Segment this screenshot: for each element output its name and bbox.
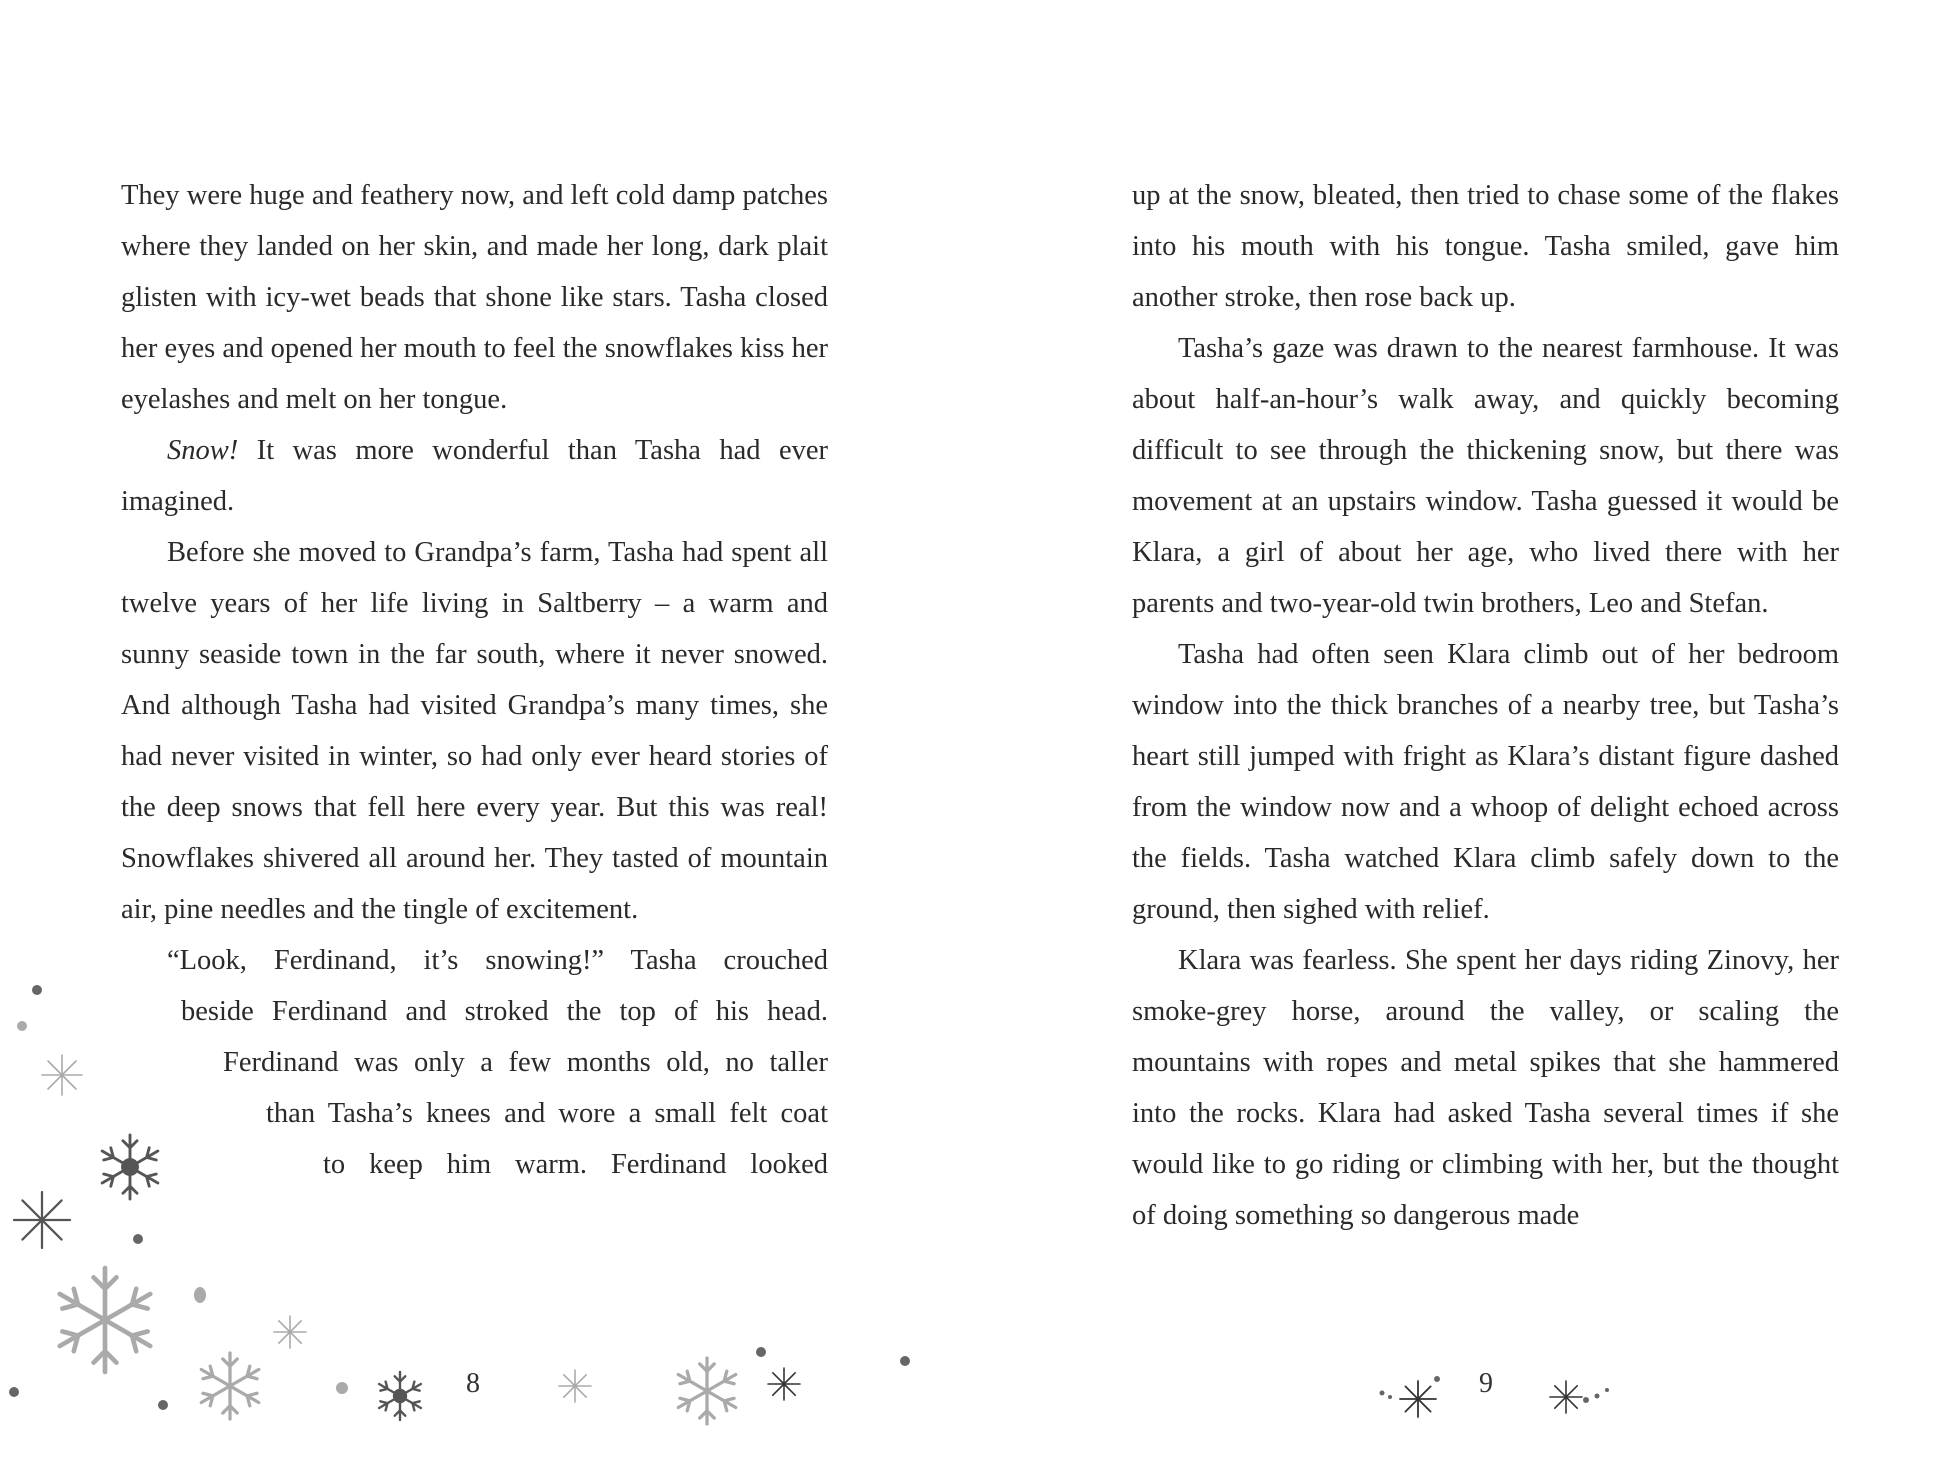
page-number: 8 [466,1368,480,1399]
emphasis-snow: Snow! [167,435,239,466]
paragraph: up at the snow, bleated, then tried to chase some of the flakes into his mouth with his tongue. Tasha smiled, gave him another stroke, then rose back up. [1132,180,1839,313]
left-page-text [121,170,828,1190]
paragraph-wrapped [121,935,828,1190]
wrapped-line: than Tasha’s knees and wore a small felt coat [266,1098,828,1129]
paragraph-snow [121,425,828,527]
paragraph: Before she moved to Grandpa’s farm, Tasha had spent all twelve years of her life living in Saltberry – a warm and sunny seaside town in the far south, where it never snowed. And although Tasha had visited Grandpa’s many times, she had never visited in winter, so had only ever heard stories of the deep snows that fell here every year. But this was real! Snowflakes shivered all around her. They tasted of mountain air, pine needles and the tingle of excitement. [121,537,828,925]
wrapped-line: to keep him warm. Ferdinand looked [323,1149,828,1180]
paragraph: Tasha’s gaze was drawn to the nearest farmhouse. It was about half-an-hour’s walk away, and quickly becoming difficult to see through the thickening snow, but there was movement at an upstairs window. Tasha guessed it would be Klara, a girl of about her age, who lived there with her parents and two-year-old twin brothers, Leo and Stefan. [1132,333,1839,619]
wrapped-line: Ferdinand was only a few months old, no taller [223,1047,828,1078]
right-page [973,0,1946,1482]
page-number: 9 [1479,1368,1493,1399]
paragraph: Klara was fearless. She spent her days riding Zinovy, her smoke-grey horse, around the valley, or scaling the mountains with ropes and metal spikes that she hammered into the rocks. Klara had asked Tasha several times if she would like to go riding or climbing with her, but the thought of doing something so dangerous made [1132,945,1839,1231]
paragraph-snow-text: It was more wonderful than Tasha had ever imagined. [121,435,829,517]
right-page-text [1132,170,1839,1241]
paragraph: They were huge and feathery now, and left cold damp patches where they landed on her skin, and made her long, dark plait glisten with icy-wet beads that shone like stars. Tasha closed her eyes and opened her mouth to feel the snowflakes kiss her eyelashes and melt on her tongue. [121,180,828,415]
paragraph: Tasha had often seen Klara climb out of her bedroom window into the thick branches of a nearby tree, but Tasha’s heart still jumped with fright as Klara’s distant figure dashed from the window now and a whoop of delight echoed across the fields. Tasha watched Klara climb safely down to the ground, then sighed with relief. [1132,639,1839,925]
wrapped-line: beside Ferdinand and stroked the top of his head. [181,996,828,1027]
wrapped-line: “Look, Ferdinand, it’s snowing!” Tasha crouched [167,945,828,976]
